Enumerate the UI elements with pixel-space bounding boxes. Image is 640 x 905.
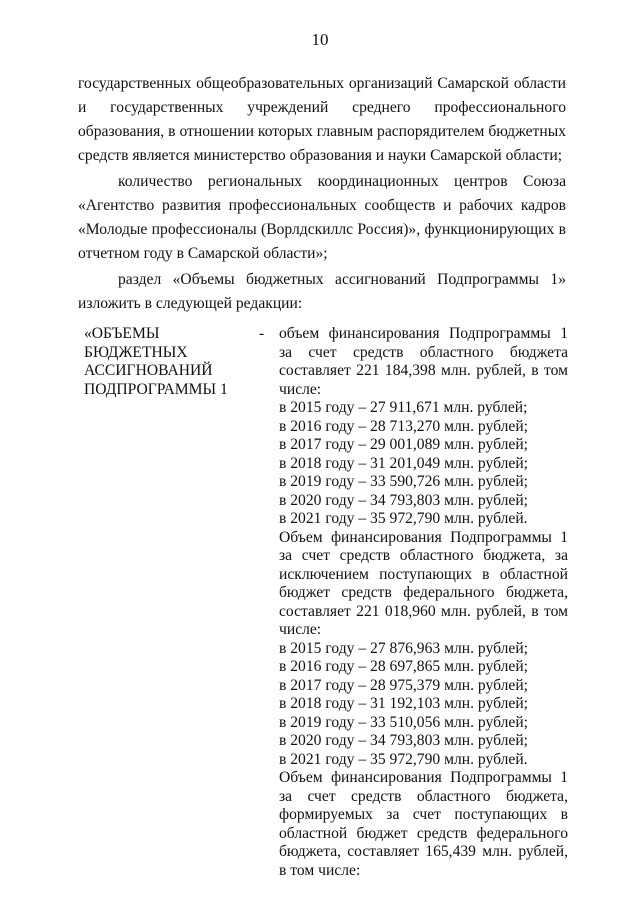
paragraph-section-replacement: раздел «Объемы бюджетных ассигнований Подпрограммы 1» изложить в следующей редакции: [78, 271, 566, 312]
regional-excl-federal-intro: Объем финансирования Подпрограммы 1 за счет средств областного бюджета, за исключением поступающих в областной бюджет средств федерального бюджета, составляет 221 018,960 млн. рублей, в том числе: [279, 528, 568, 638]
year-amount-line: в 2019 году – 33 510,056 млн. рублей; [279, 713, 528, 731]
regional-budget-intro: объем финансирования Подпрограммы 1 за счет средств областного бюджета составляет 221 184,398 млн. рублей, в том числе: [279, 325, 568, 398]
paragraph-organizations: государственных общеобразовательных организаций Самарской области и государственных учреждений среднего профессионального образования, в отношении которых главным распорядителем бюджетных средств является министерство образования и науки Самарской области; [78, 75, 566, 164]
paragraph-coordination-centers: количество региональных координационных центров Союза «Агентство развития профессиональных сообществ и рабочих кадров «Молодые профессионалы (Ворлдскиллс Россия)», функционирующих в отчетном году в Самарской области»; [78, 173, 566, 262]
year-amount-line: в 2016 году – 28 697,865 млн. рублей; [279, 658, 528, 675]
year-amount-line: в 2020 году – 34 793,803 млн. рублей; [279, 732, 528, 749]
year-amount-line: в 2017 году – 28 975,379 млн. рублей; [279, 676, 528, 694]
label-line: ПОДПРОГРАММЫ 1 [84, 380, 228, 398]
year-amount-line: в 2019 году – 33 590,726 млн. рублей; [279, 473, 528, 490]
page-number: 10 [311, 30, 329, 49]
label-line: АССИГНОВАНИЙ [84, 362, 213, 379]
year-amount-line: в 2015 году – 27 876,963 млн. рублей; [279, 639, 528, 657]
federal-funded-intro: Объем финансирования Подпрограммы 1 за счет средств областного бюджета, формируемых за счет поступающих в областной бюджет средств федерального бюджета, составляет 165,439 млн. рублей, в том числе: [279, 769, 568, 879]
label-line: БЮДЖЕТНЫХ [84, 343, 188, 361]
budget-section-content [279, 325, 568, 880]
year-amount-line: в 2021 году – 35 972,790 млн. рублей. [279, 750, 528, 768]
list-dash: - [259, 325, 265, 342]
year-amount-line: в 2016 году – 28 713,270 млн. рублей; [279, 417, 528, 435]
year-amount-line: в 2015 году – 27 911,671 млн. рублей; [279, 399, 528, 416]
year-amount-line: в 2018 году – 31 192,103 млн. рублей; [279, 695, 528, 712]
year-amount-line: в 2017 году – 29 001,089 млн. рублей; [279, 436, 528, 453]
budget-section-label [84, 325, 244, 399]
year-amount-line: в 2020 году – 34 793,803 млн. рублей; [279, 491, 528, 509]
year-amount-line: в 2021 году – 35 972,790 млн. рублей. [279, 510, 528, 527]
year-amount-line: в 2018 году – 31 201,049 млн. рублей; [279, 454, 528, 472]
label-line: «ОБЪЕМЫ [84, 325, 160, 342]
